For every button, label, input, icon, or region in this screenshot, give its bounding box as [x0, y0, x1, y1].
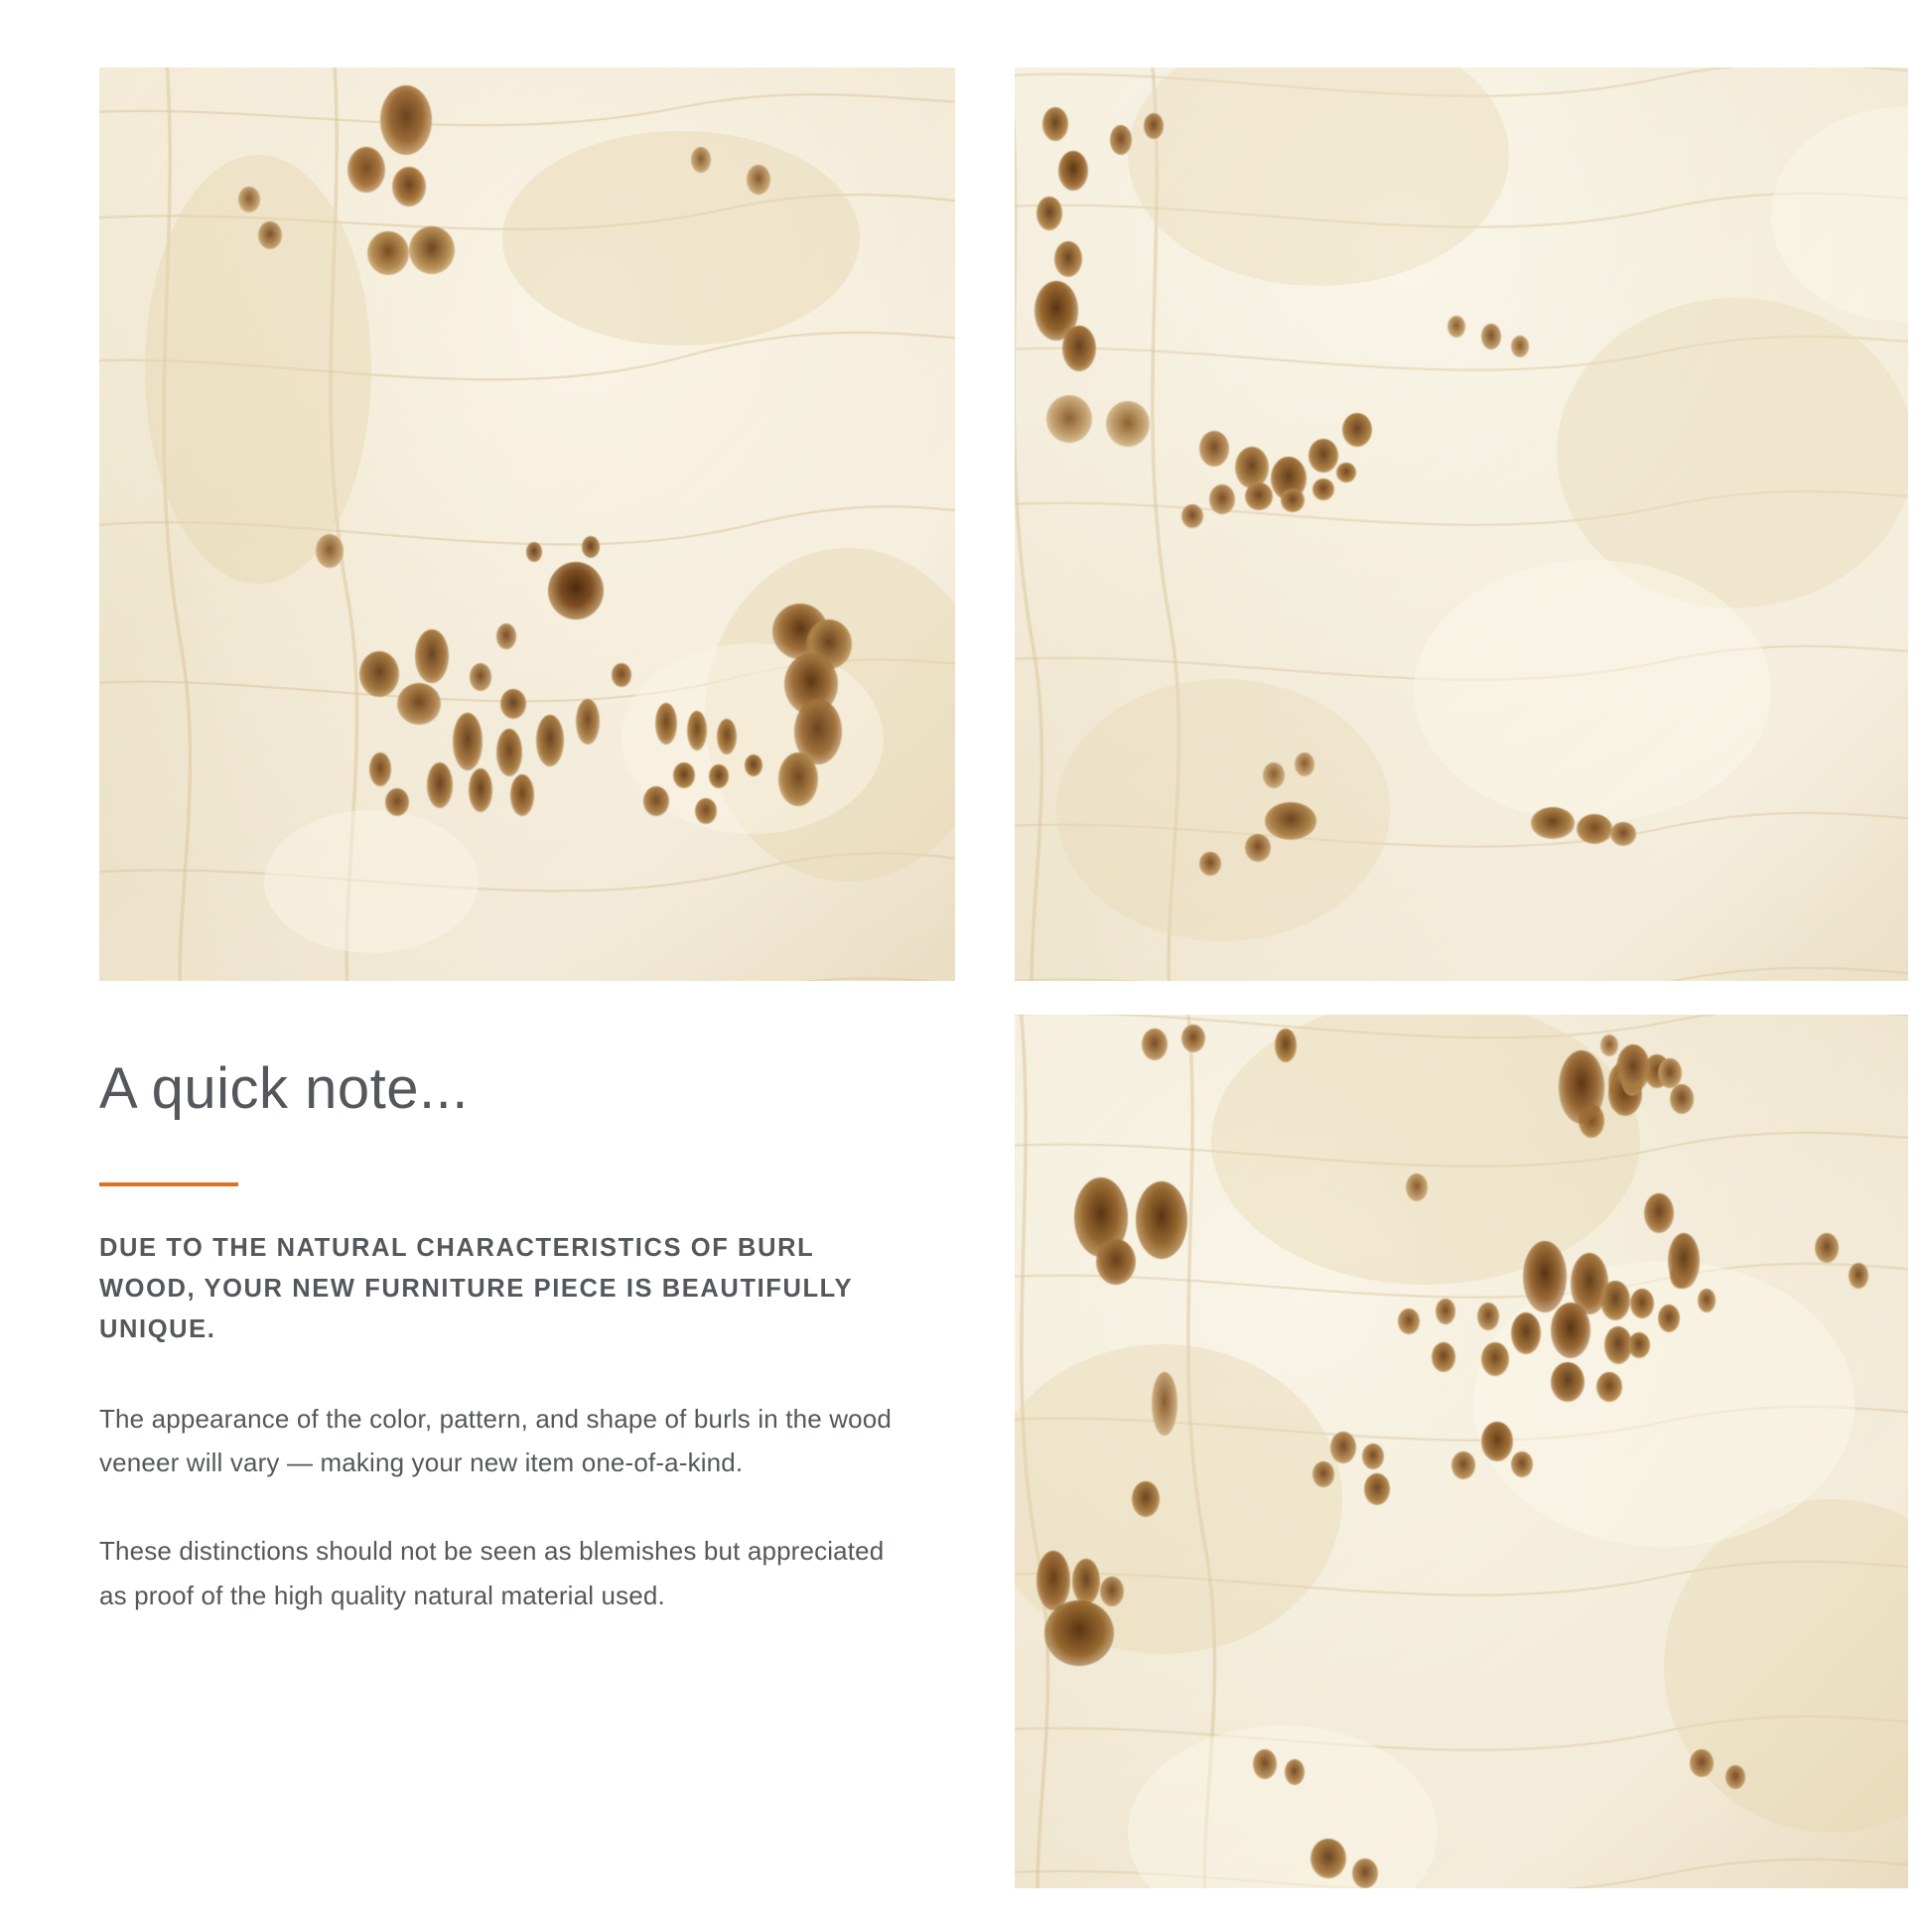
burl-wood-sample-top-left: [99, 68, 955, 981]
wood-grain-graphic: [99, 68, 955, 981]
burl-wood-sample-top-right: [1015, 68, 1908, 981]
accent-divider: [99, 1182, 238, 1186]
wood-grain-graphic: [1015, 68, 1908, 981]
burl-wood-sample-bottom-right: [1015, 1015, 1908, 1888]
page-title: A quick note...: [99, 1056, 469, 1121]
note-paragraph-2: These distinctions should not be seen as blemishes but appreciated as proof of the high quality natural material used.: [99, 1536, 885, 1610]
note-paragraph-1: The appearance of the color, pattern, and shape of burls in the wood veneer will vary — making your new item one-of-a-kind.: [99, 1403, 892, 1478]
note-lead-text: DUE TO THE NATURAL CHARACTERISTICS OF BURL WOOD, YOUR NEW FURNITURE PIECE IS BEAUTIFULLY UNIQUE.: [99, 1233, 853, 1344]
quick-note-block: [99, 1057, 923, 1618]
